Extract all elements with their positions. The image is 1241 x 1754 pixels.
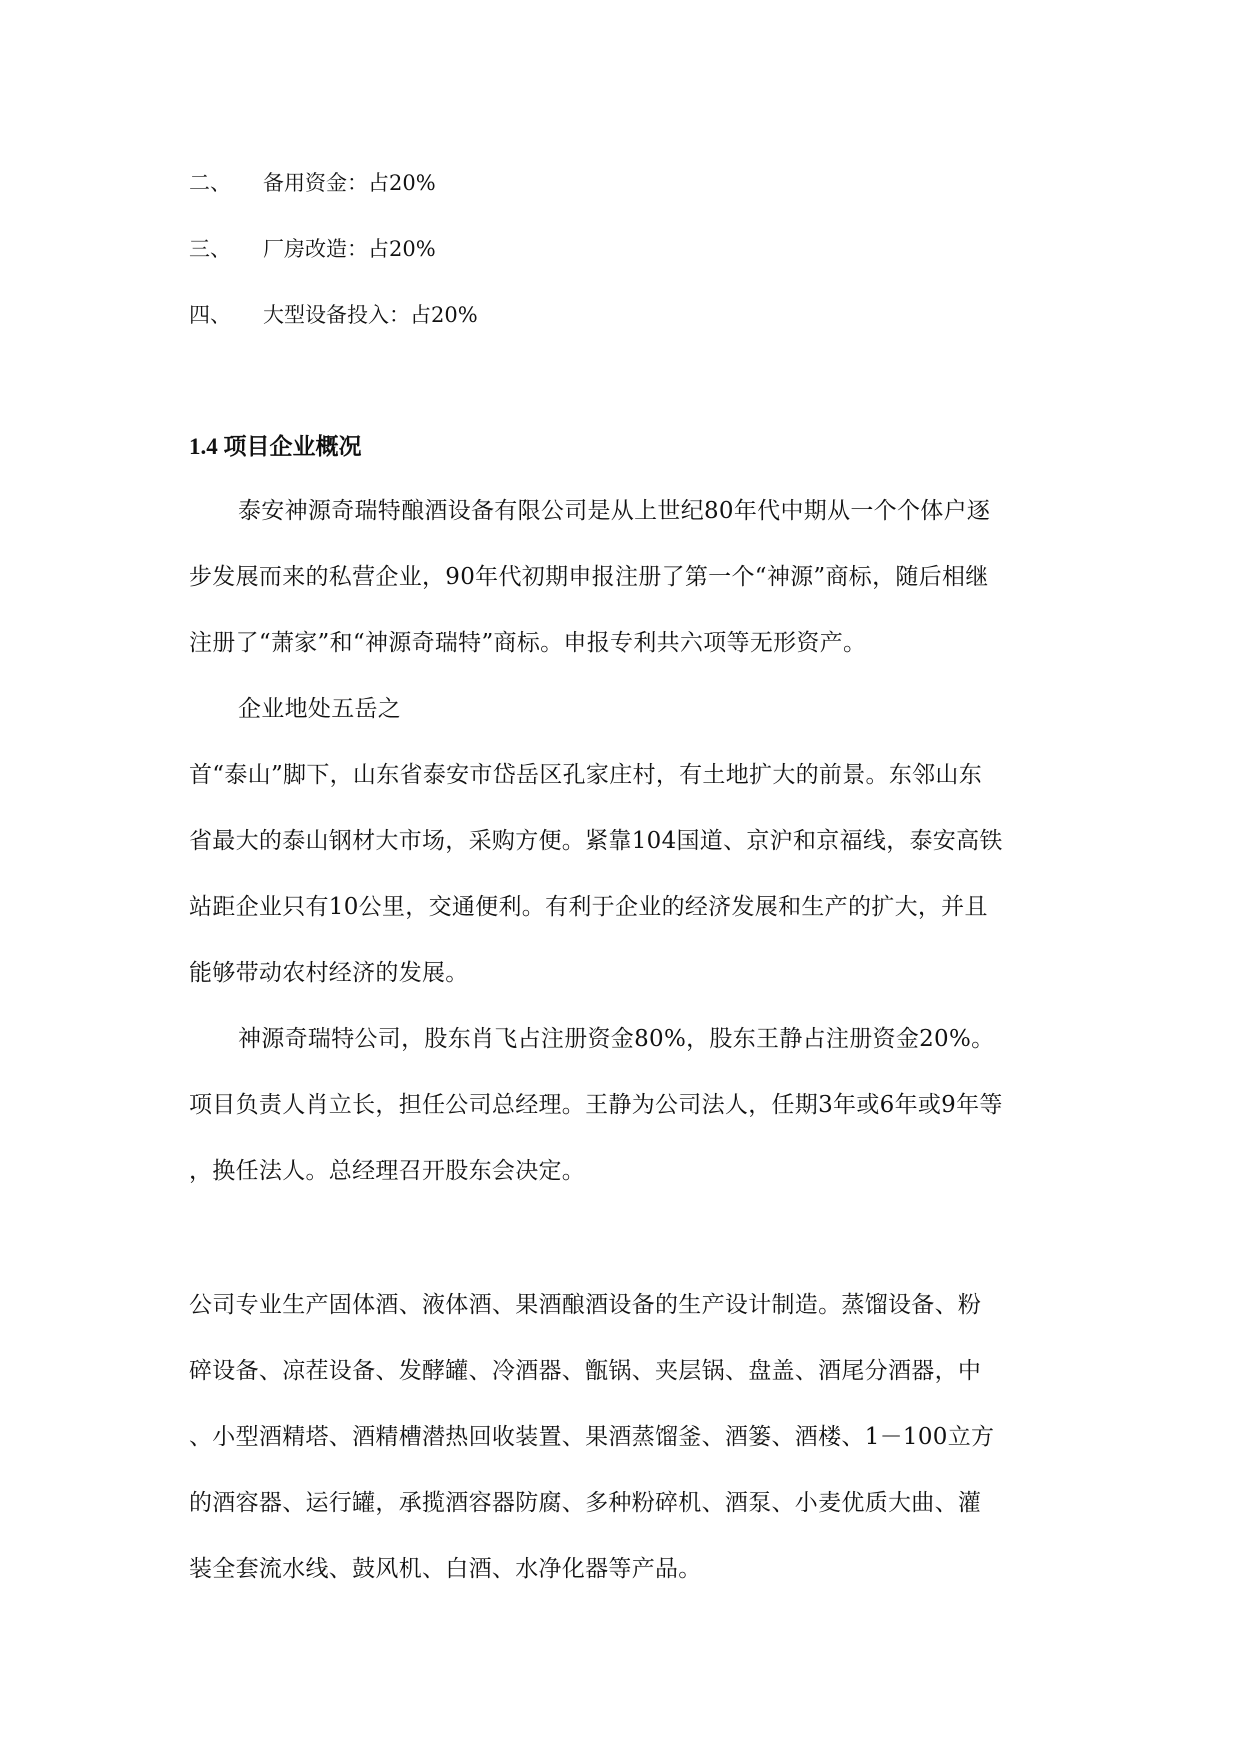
list-item xyxy=(189,300,478,330)
list-number: 二、 xyxy=(189,171,231,195)
paragraph-line: 注册了“萧家”和“神源奇瑞特”商标。申报专利共六项等无形资产。 xyxy=(189,630,867,656)
paragraph-line: 步发展而来的私营企业，90年代初期申报注册了第一个“神源”商标，随后相继 xyxy=(189,564,989,590)
list-number: 三、 xyxy=(189,237,231,261)
paragraph-line: 能够带动农村经济的发展。 xyxy=(189,960,469,986)
paragraph-line: 首“泰山”脚下，山东省泰安市岱岳区孔家庄村，有土地扩大的前景。东邻山东 xyxy=(189,762,983,788)
paragraph-line: 的酒容器、运行罐，承揽酒容器防腐、多种粉碎机、酒泵、小麦优质大曲、灌 xyxy=(189,1490,982,1516)
paragraph-line: 省最大的泰山钢材大市场，采购方便。紧靠104国道、京沪和京福线，泰安高铁 xyxy=(189,828,1003,854)
paragraph-line: 泰安神源奇瑞特酿酒设备有限公司是从上世纪80年代中期从一个个体户逐 xyxy=(238,498,991,524)
paragraph-line: 神源奇瑞特公司，股东肖飞占注册资金80%，股东王静占注册资金20%。 xyxy=(238,1026,995,1052)
paragraph-line: 企业地处五岳之 xyxy=(238,696,402,722)
paragraph-line: 装全套流水线、鼓风机、白酒、水净化器等产品。 xyxy=(189,1556,702,1582)
list-number: 四、 xyxy=(189,303,231,327)
paragraph-line: 站距企业只有10公里，交通便利。有利于企业的经济发展和生产的扩大，并且 xyxy=(189,894,988,920)
list-text: 厂房改造：占20% xyxy=(263,237,436,261)
paragraph-line: 公司专业生产固体酒、液体酒、果酒酿酒设备的生产设计制造。蒸馏设备、粉 xyxy=(189,1292,982,1318)
list-text: 大型设备投入：占20% xyxy=(263,303,478,327)
paragraph-line: 、小型酒精塔、酒精槽潜热回收装置、果酒蒸馏釜、酒篓、酒楼、1－100立方 xyxy=(189,1424,995,1450)
paragraph-line: ，换任法人。总经理召开股东会决定。 xyxy=(189,1158,586,1184)
paragraph-line: 项目负责人肖立长，担任公司总经理。王静为公司法人，任期3年或6年或9年等 xyxy=(189,1092,1003,1118)
list-text: 备用资金：占20% xyxy=(263,171,436,195)
list-item xyxy=(189,168,436,198)
list-item xyxy=(189,234,436,264)
section-heading: 1.4 项目企业概况 xyxy=(189,434,362,459)
paragraph-line: 碎设备、凉茬设备、发酵罐、冷酒器、甑锅、夹层锅、盘盖、酒尾分酒器，中 xyxy=(189,1358,982,1384)
